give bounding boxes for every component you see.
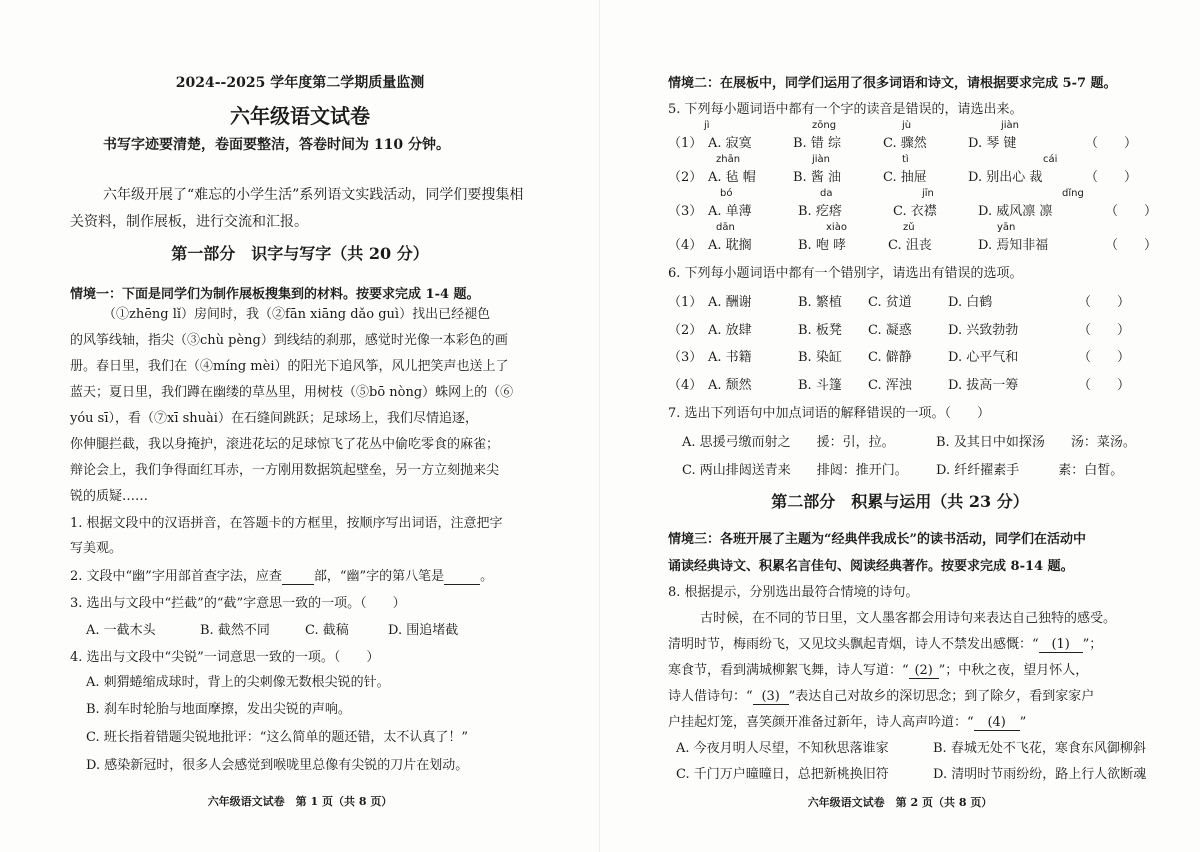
row-number: （1） bbox=[668, 295, 703, 310]
q8-passage-line-5 bbox=[668, 711, 1026, 731]
q8-text: ” bbox=[1019, 715, 1027, 730]
pinyin-annotation: dǐng bbox=[1062, 188, 1084, 199]
answer-paren[interactable]: （ ） bbox=[1105, 204, 1158, 219]
passage-line: 你伸腿拦截，我以身掩护，滚进花坛的足球惊飞了花丛中偷吃零食的麻雀； bbox=[70, 437, 500, 452]
q5-2-option-c[interactable]: C. 抽屉 bbox=[883, 170, 927, 185]
part2-title: 第二部分 积累与运用（共 23 分） bbox=[771, 492, 1029, 511]
q6-4-option-c[interactable]: C. 浑浊 bbox=[868, 378, 912, 393]
passage-line: yóu sī），看（⑦xī shuài）在石缝间跳跃；足球场上，我们尽情追逐， bbox=[70, 411, 478, 426]
pinyin-annotation: zǔ bbox=[903, 222, 915, 233]
pinyin-annotation: zhān bbox=[716, 154, 741, 165]
q8-option-a[interactable]: A. 今夜月明人尽望，不知秋思落谁家 bbox=[676, 741, 889, 756]
passage-line: 蓝天；夏日里，我们蹲在幽缕的草丛里，用树枝（⑤bō nòng）蛛网上的（⑥ bbox=[70, 385, 514, 400]
passage-line: 的风筝线轴，指尖（③chù pèng）到线结的刹那，感觉时光像一本彩色的画 bbox=[70, 333, 508, 348]
context2-text: 情境二：在展板中，同学们运用了很多词语和诗文，请根据要求完成 5-7 题。 bbox=[668, 76, 1117, 91]
exam-year-header: 2024--2025 学年度第二学期质量监测 bbox=[175, 75, 425, 91]
passage-line: 册。春日里，我们在（④míng mèi）的阳光下追风筝，风儿把笑声也送上了 bbox=[70, 359, 509, 374]
q8-text: ”；中秋之夜，望月怀人， bbox=[938, 663, 1089, 678]
answer-blank-1[interactable]: (1) bbox=[1039, 637, 1083, 653]
q3-option-d[interactable]: D. 围追堵截 bbox=[388, 623, 459, 638]
q4-option-d[interactable]: D. 感染新冠时，很多人会感觉到喉咙里总像有尖锐的刀片在划动。 bbox=[86, 758, 469, 773]
answer-paren[interactable]: （ ） bbox=[1078, 350, 1131, 365]
answer-paren[interactable]: （ ） bbox=[1085, 136, 1138, 151]
pinyin-annotation: cái bbox=[1043, 154, 1058, 165]
answer-blank-2[interactable]: (2) bbox=[909, 663, 939, 679]
passage-line: 锐的质疑…… bbox=[70, 489, 149, 504]
q6-1-option-a[interactable]: A. 酬谢 bbox=[708, 295, 752, 310]
q6-3-option-a[interactable]: A. 书籍 bbox=[708, 350, 752, 365]
passage-line: 辩论会上，我们争得面红耳赤，一方刚用数据筑起壁垒，另一方立刻抛来尖 bbox=[70, 463, 500, 478]
passage-line: （①zhēng lǐ）房间时，我（②fān xiāng dǎo guì）找出已经褪色 bbox=[103, 307, 491, 322]
q8-text: ”表达自己对故乡的深切思念；到了除夕，看到家家户 bbox=[788, 689, 1095, 704]
answer-paren[interactable]: （ ） bbox=[1078, 378, 1131, 393]
question-2-end: 。 bbox=[480, 569, 494, 584]
q8-passage-line-4 bbox=[668, 685, 1094, 705]
pinyin-annotation: jiàn bbox=[1001, 120, 1020, 131]
q5-2-option-b[interactable]: B. 酱 油 bbox=[793, 170, 841, 185]
row-number: （3） bbox=[668, 350, 703, 365]
q8-passage-line-2 bbox=[668, 633, 1102, 653]
context3-line-1: 情境三：各班开展了主题为“经典伴我成长”的读书活动，同学们在活动中 bbox=[668, 532, 1086, 547]
pinyin-annotation: dān bbox=[716, 222, 735, 233]
q5-1-option-c[interactable]: C. 骤然 bbox=[883, 136, 927, 151]
row-number: （3） bbox=[668, 204, 703, 219]
q8-option-c[interactable]: C. 千门万户曈曈日，总把新桃换旧符 bbox=[676, 767, 889, 782]
intro-line-2: 关资料，制作展板，进行交流和汇报。 bbox=[70, 214, 308, 230]
q6-3-option-d[interactable]: D. 心平气和 bbox=[948, 350, 1019, 365]
exam-instruction: 书写字迹要清楚，卷面要整洁，答卷时间为 110 分钟。 bbox=[103, 137, 450, 153]
answer-paren[interactable]: （ ） bbox=[1078, 295, 1131, 310]
pinyin-annotation: xiào bbox=[826, 222, 847, 233]
q7-option-c[interactable]: C. 两山排闼送青来 排闼：推开门。 bbox=[682, 463, 908, 478]
pinyin-annotation: jì bbox=[704, 120, 710, 131]
pinyin-annotation: zōng bbox=[812, 120, 837, 131]
answer-blank-3[interactable]: (3) bbox=[753, 689, 789, 705]
q7-option-d[interactable]: D. 纤纤擢素手 素：白皙。 bbox=[936, 463, 1124, 478]
q5-3-option-b[interactable]: B. 疙瘩 bbox=[798, 204, 842, 219]
q5-4-option-a[interactable]: A. 耽搁 bbox=[708, 238, 752, 253]
pinyin-annotation: da bbox=[820, 188, 833, 199]
q6-4-option-b[interactable]: B. 斗篷 bbox=[798, 378, 842, 393]
exam-page-2 bbox=[600, 0, 1200, 852]
q6-3-option-c[interactable]: C. 僻静 bbox=[868, 350, 912, 365]
q6-1-option-c[interactable]: C. 贫道 bbox=[868, 295, 912, 310]
question-3: 3. 选出与文段中“拦截”的“截”字意思一致的一项。（ ） bbox=[70, 596, 406, 611]
q6-3-option-b[interactable]: B. 染缸 bbox=[798, 350, 842, 365]
page-footer-1: 六年级语文试卷 第 1 页（共 8 页） bbox=[207, 795, 393, 808]
q8-text: 寒食节，看到满城柳絮飞舞，诗人写道：“ bbox=[668, 663, 909, 678]
answer-paren[interactable]: （ ） bbox=[1078, 323, 1131, 338]
pinyin-annotation: yān bbox=[997, 222, 1016, 233]
q8-passage-line-3 bbox=[668, 659, 1088, 679]
q6-2-option-d[interactable]: D. 兴致勃勃 bbox=[948, 323, 1019, 338]
row-number: （2） bbox=[668, 170, 703, 185]
question-1-line-2: 写美观。 bbox=[70, 541, 123, 556]
question-5: 5. 下列每小题词语中都有一个字的读音是错误的，请选出来。 bbox=[668, 102, 1023, 117]
q6-2-option-c[interactable]: C. 凝惑 bbox=[868, 323, 912, 338]
q6-4-option-a[interactable]: A. 颓然 bbox=[708, 378, 752, 393]
q5-3-option-c[interactable]: C. 衣襟 bbox=[893, 204, 937, 219]
q3-option-a[interactable]: A. 一截木头 bbox=[86, 623, 156, 638]
q6-4-option-d[interactable]: D. 拔高一筹 bbox=[948, 378, 1019, 393]
answer-paren[interactable]: （ ） bbox=[1085, 170, 1138, 185]
q4-option-c[interactable]: C. 班长指着错题尖锐地批评：“这么简单的题还错，太不认真了！” bbox=[86, 730, 469, 745]
q5-2-option-d[interactable]: D. 别出心 裁 bbox=[968, 170, 1043, 185]
answer-paren[interactable]: （ ） bbox=[1105, 238, 1158, 253]
q8-text: 清明时节，梅雨纷飞，又见坟头飘起青烟，诗人不禁发出感慨：“ bbox=[668, 637, 1039, 652]
row-number: （4） bbox=[668, 238, 703, 253]
context3-line-2: 诵读经典诗文、积累名言佳句、阅读经典著作。按要求完成 8-14 题。 bbox=[668, 559, 1074, 574]
q8-text: ”； bbox=[1082, 637, 1103, 652]
pinyin-annotation: jù bbox=[902, 120, 912, 131]
q3-option-c[interactable]: C. 截稿 bbox=[305, 623, 349, 638]
page-footer-2: 六年级语文试卷 第 2 页（共 8 页） bbox=[807, 796, 993, 809]
q5-3-option-a[interactable]: A. 单薄 bbox=[708, 204, 752, 219]
q5-2-option-a[interactable]: A. 毡 帽 bbox=[708, 170, 756, 185]
q5-4-option-d[interactable]: D. 焉知非福 bbox=[978, 238, 1049, 253]
question-2 bbox=[70, 565, 493, 585]
q8-text: 诗人借诗句：“ bbox=[668, 689, 753, 704]
question-7: 7. 选出下列语句中加点词语的解释错误的一项。（ ） bbox=[668, 406, 991, 421]
answer-blank-radical[interactable] bbox=[282, 569, 314, 585]
q4-option-b[interactable]: B. 刹车时轮胎与地面摩擦，发出尖锐的声响。 bbox=[86, 702, 351, 717]
question-1-line-1: 1. 根据文段中的汉语拼音，在答题卡的方框里，按顺序写出词语，注意把字 bbox=[70, 516, 503, 531]
question-2-text-a: 2. 文段中“幽”字用部首查字法，应查 bbox=[70, 569, 282, 584]
pinyin-annotation: tì bbox=[902, 154, 909, 165]
row-number: （2） bbox=[668, 323, 703, 338]
q5-1-option-d[interactable]: D. 琴 键 bbox=[968, 136, 1017, 151]
question-2-text-b: 部，“幽”字的第八笔是 bbox=[313, 569, 445, 584]
row-number: （4） bbox=[668, 378, 703, 393]
q7-option-b[interactable]: B. 及其日中如探汤 汤：菜汤。 bbox=[936, 435, 1136, 450]
q8-passage-line-1: 古时候，在不同的节日里，文人墨客都会用诗句来表达自己独特的感受。 bbox=[700, 611, 1117, 626]
q6-1-option-d[interactable]: D. 白鹤 bbox=[948, 295, 993, 310]
q8-option-b[interactable]: B. 春城无处不飞花，寒食东风御柳斜 bbox=[933, 741, 1146, 756]
answer-blank-4[interactable]: (4) bbox=[974, 715, 1020, 731]
pinyin-annotation: jīn bbox=[922, 188, 934, 199]
pinyin-annotation: jiàn bbox=[812, 154, 831, 165]
pinyin-annotation: bó bbox=[720, 188, 733, 199]
row-number: （1） bbox=[668, 136, 703, 151]
question-4: 4. 选出与文段中“尖锐”一词意思一致的一项。（ ） bbox=[70, 650, 380, 665]
intro-line-1: 六年级开展了“难忘的小学生活”系列语文实践活动，同学们要搜集相 bbox=[103, 187, 524, 203]
q6-1-option-b[interactable]: B. 繁植 bbox=[798, 295, 842, 310]
part1-title: 第一部分 识字与写字（共 20 分） bbox=[171, 244, 429, 263]
q3-option-b[interactable]: B. 截然不同 bbox=[200, 623, 270, 638]
question-8: 8. 根据提示，分别选出最符合情境的诗句。 bbox=[668, 585, 919, 600]
q5-1-option-b[interactable]: B. 错 综 bbox=[793, 136, 841, 151]
question-6: 6. 下列每小题词语中都有一个错别字，请选出有错误的选项。 bbox=[668, 266, 1023, 281]
q8-text: 户挂起灯笼，喜笑颜开准备过新年，诗人高声吟道：“ bbox=[668, 715, 974, 730]
exam-title: 六年级语文试卷 bbox=[230, 104, 370, 128]
q6-2-option-b[interactable]: B. 板凳 bbox=[798, 323, 842, 338]
q4-option-a[interactable]: A. 刺猬蜷缩成球时，背上的尖刺像无数根尖锐的针。 bbox=[86, 675, 390, 690]
q7-option-a[interactable]: A. 思援弓缴而射之 援：引，拉。 bbox=[682, 435, 895, 450]
q8-option-d[interactable]: D. 清明时节雨纷纷，路上行人欲断魂 bbox=[933, 767, 1147, 782]
answer-blank-stroke[interactable] bbox=[444, 569, 480, 585]
q5-3-option-d[interactable]: D. 威风凛 凛 bbox=[978, 204, 1053, 219]
q5-1-option-a[interactable]: A. 寂寞 bbox=[708, 136, 752, 151]
q6-2-option-a[interactable]: A. 放肆 bbox=[708, 323, 752, 338]
q5-4-option-c[interactable]: C. 沮丧 bbox=[888, 238, 932, 253]
context1-text: 情境一：下面是同学们为制作展板搜集到的材料。按要求完成 1-4 题。 bbox=[70, 287, 480, 302]
q5-4-option-b[interactable]: B. 咆 哮 bbox=[798, 238, 846, 253]
